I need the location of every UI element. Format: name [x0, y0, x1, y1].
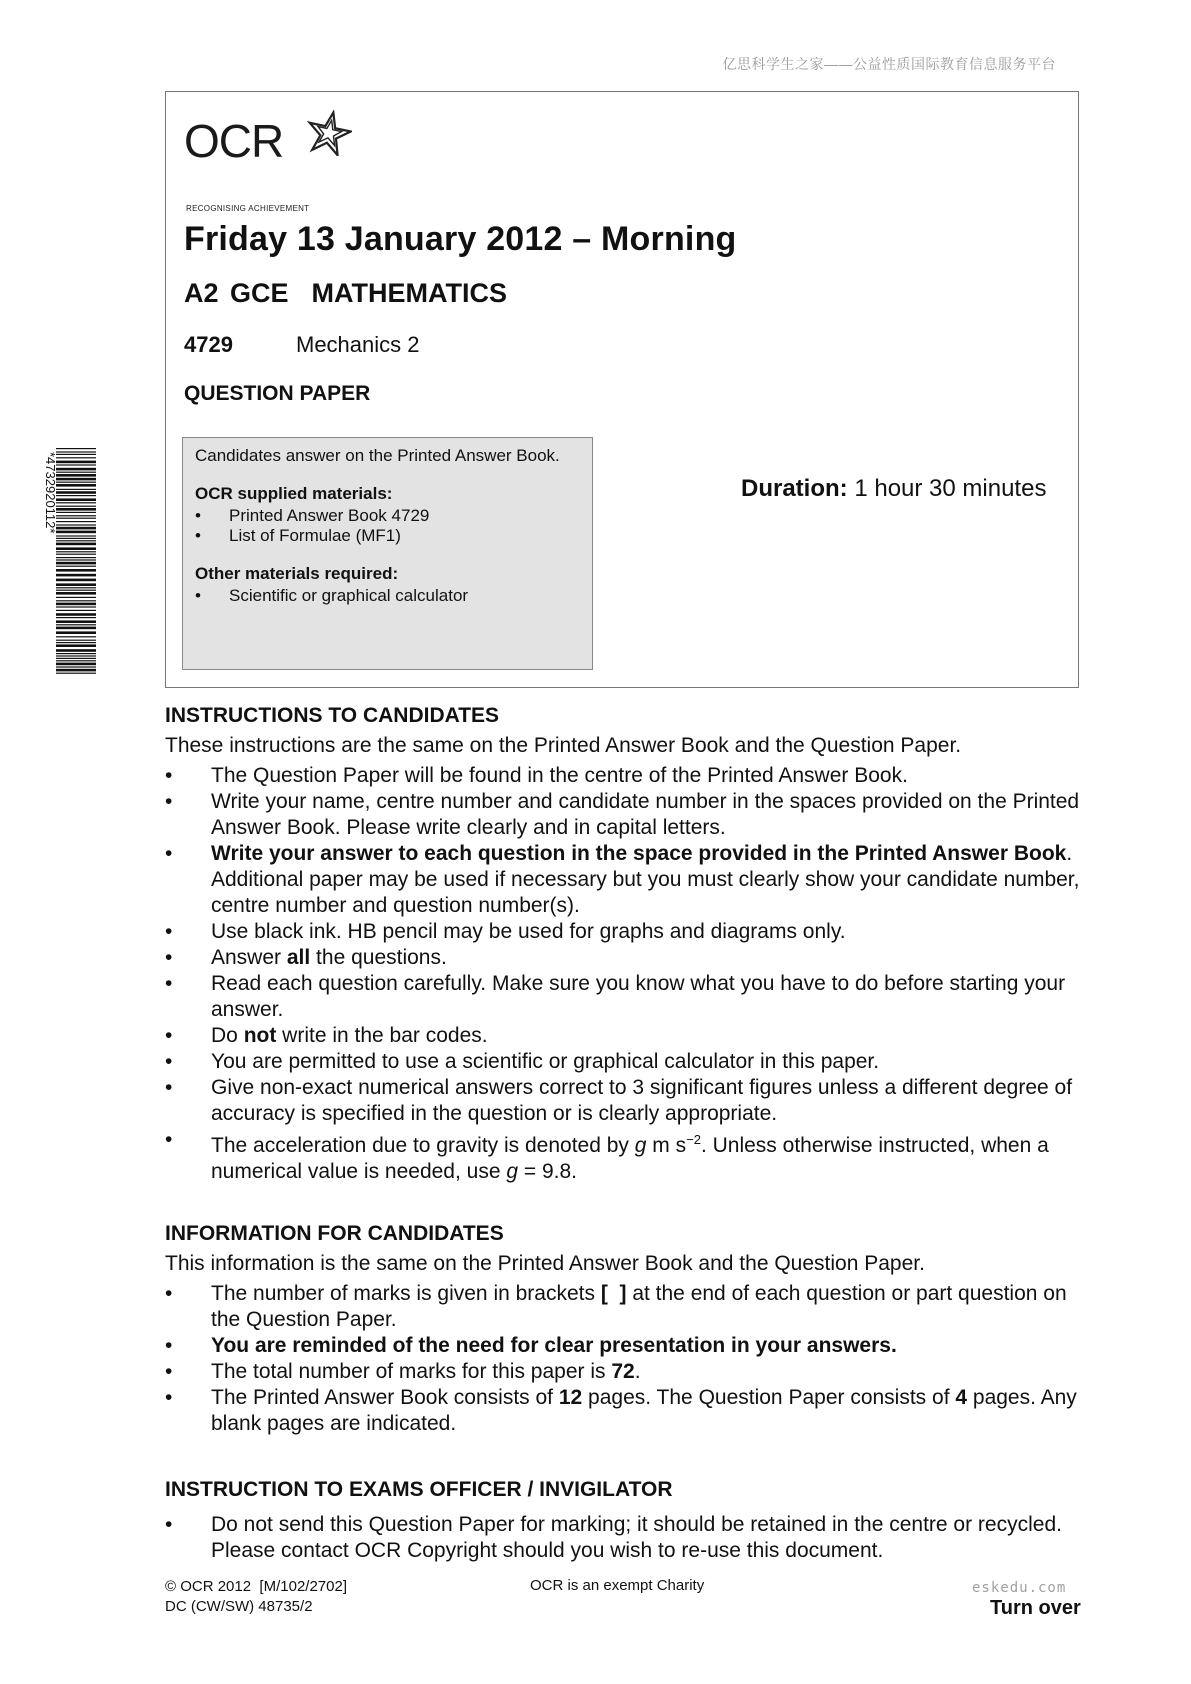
- bold-text: Write your answer to each question in the space provided in the Printed Answer Book: [211, 842, 1067, 865]
- barcode: [36, 448, 96, 676]
- information-intro: This information is the same on the Printed Answer Book and the Question Paper.: [165, 1252, 925, 1275]
- text: pages. The Question Paper consists of: [582, 1386, 956, 1409]
- barcode-bar: [56, 600, 96, 601]
- barcode-bar: [56, 597, 96, 598]
- barcode-bar: [56, 624, 96, 625]
- barcode-bar: [56, 474, 96, 477]
- bold-text: not: [243, 1024, 277, 1047]
- top-watermark: 亿思科学生之家——公益性质国际教育信息服务平台: [722, 56, 1056, 72]
- bold-text: 12: [558, 1386, 583, 1409]
- information-heading: INFORMATION FOR CANDIDATES: [165, 1222, 504, 1245]
- list-item: [165, 1127, 1085, 1185]
- barcode-bar: [56, 518, 96, 519]
- instructions-heading: INSTRUCTIONS TO CANDIDATES: [165, 704, 500, 727]
- list-item: • You are permitted to use a scientific or graphical calculator in this paper.: [165, 1049, 1085, 1075]
- barcode-bar: [56, 660, 96, 661]
- supplied-materials-list: [195, 506, 580, 546]
- barcode-bar: [56, 461, 96, 464]
- list-item: • Do not send this Question Paper for marking; it should be retained in the centre or recycled. Please contact OCR Copyright should you wish to re-use this document.: [165, 1512, 1085, 1564]
- italic-g: g: [506, 1160, 519, 1183]
- barcode-bar: [56, 587, 96, 588]
- barcode-bar: [56, 502, 96, 503]
- barcode-bar: [56, 551, 96, 552]
- materials-intro: Candidates answer on the Printed Answer Book.: [195, 446, 560, 465]
- barcode-bar: [56, 658, 96, 659]
- barcode-bar: [56, 524, 96, 525]
- copyright-text: © OCR 2012 [M/102/2702]: [165, 1578, 347, 1595]
- barcode-bar: [56, 540, 96, 541]
- italic-g: g: [634, 1134, 647, 1157]
- duration-value: 1 hour 30 minutes: [854, 475, 1047, 502]
- list-item: [165, 1333, 1085, 1359]
- footer-watermark: eskedu.com: [972, 1580, 1067, 1596]
- barcode-bar: [56, 543, 96, 546]
- barcode-bar: [56, 562, 96, 565]
- unit-code: 4729: [184, 332, 233, 357]
- barcode-bar: [56, 538, 96, 539]
- list-item: • The Question Paper will be found in the centre of the Printed Answer Book.: [165, 763, 1085, 789]
- text: The number of marks is given in brackets: [211, 1282, 601, 1305]
- barcode-bar: [56, 508, 96, 511]
- barcode-bar: [56, 631, 96, 634]
- text: . Unless otherwise instructed, when a numerical value is needed, use: [211, 1134, 1049, 1183]
- barcode-bar: [56, 583, 96, 586]
- barcode-bar: [56, 606, 96, 607]
- barcode-bar: [56, 491, 96, 494]
- paper-type: QUESTION PAPER: [184, 382, 371, 405]
- barcode-bar: [56, 468, 96, 471]
- barcode-bar: [56, 579, 96, 582]
- barcode-bar: [56, 673, 96, 674]
- barcode-bar: [56, 610, 96, 611]
- list-item: • Scientific or graphical calculator: [195, 586, 580, 606]
- turn-over-label: Turn over: [990, 1597, 1081, 1619]
- text: .: [634, 1360, 641, 1383]
- barcode-bar: [56, 574, 96, 577]
- barcode-bar: [56, 566, 96, 567]
- barcode-bar: [56, 506, 96, 507]
- exams-officer-section: [165, 1478, 1085, 1564]
- charity-text: OCR is an exempt Charity: [530, 1577, 705, 1594]
- instructions-intro: These instructions are the same on the Printed Answer Book and the Question Paper.: [165, 734, 962, 757]
- barcode-bar: [56, 489, 96, 490]
- bold-text: 4: [955, 1386, 968, 1409]
- barcode-bar: [56, 515, 96, 516]
- barcode-bar: [56, 636, 96, 637]
- barcode-bar: [56, 627, 96, 630]
- barcode-bar: [56, 613, 96, 616]
- supplied-materials-heading: OCR supplied materials:: [195, 484, 393, 503]
- logo-text: OCR: [184, 115, 284, 167]
- barcode-bar: [56, 478, 96, 481]
- list-item: • Read each question carefully. Make sure you know what you have to do before starting your answer.: [165, 971, 1085, 1023]
- barcode-bar: [56, 554, 96, 555]
- materials-box: [182, 437, 593, 670]
- list-item: • Write your name, centre number and candidate number in the spaces provided on the Printed Answer Book. Please write clearly and in capital letters.: [165, 789, 1085, 841]
- barcode-bar: [56, 655, 96, 656]
- barcode-bar: [56, 592, 96, 595]
- barcode-bar: [56, 642, 96, 643]
- ocr-logo: [184, 115, 354, 213]
- text: Do: [211, 1024, 244, 1047]
- bold-text: 72: [611, 1360, 635, 1383]
- information-list: [165, 1281, 1085, 1437]
- bold-text: all: [286, 946, 311, 969]
- text: The acceleration due to gravity is denoted by: [211, 1134, 635, 1157]
- qualification-title: A2 GCE MATHEMATICS: [184, 278, 508, 308]
- barcode-bar: [56, 451, 96, 452]
- exam-date-title: Friday 13 January 2012 – Morning: [184, 220, 737, 258]
- list-item: • List of Formulae (MF1): [195, 526, 580, 546]
- barcode-bar: [56, 649, 96, 652]
- logo-tagline: RECOGNISING ACHIEVEMENT: [186, 204, 310, 213]
- barcode-bar: [56, 448, 96, 449]
- list-item: [165, 1359, 1085, 1385]
- barcode-bar: [56, 547, 96, 550]
- superscript: −2: [686, 1132, 701, 1147]
- text: pages. Any blank pages are indicated.: [211, 1386, 1077, 1435]
- duration-label: Duration:: [741, 475, 848, 502]
- barcode-text: *4732920112*: [43, 452, 58, 534]
- text: The Printed Answer Book consists of: [211, 1386, 559, 1409]
- barcode-bar: [56, 512, 96, 513]
- barcode-bar: [56, 644, 96, 647]
- list-item: [165, 841, 1085, 919]
- text: write in the bar codes.: [276, 1024, 488, 1047]
- unit-name: Mechanics 2: [296, 332, 420, 357]
- barcode-bar: [56, 663, 96, 666]
- barcode-bar: [56, 653, 96, 654]
- barcode-bar: [56, 482, 96, 483]
- barcode-bar: [56, 454, 96, 455]
- barcode-bar: [56, 640, 96, 641]
- bold-text: You are reminded of the need for clear presentation in your answers.: [211, 1334, 897, 1357]
- text: The total number of marks for this paper is: [211, 1360, 612, 1383]
- list-item: • Printed Answer Book 4729: [195, 506, 580, 526]
- list-item: [165, 945, 1085, 971]
- barcode-bar: [56, 498, 96, 501]
- barcode-bar: [56, 527, 96, 530]
- list-item: [165, 1281, 1085, 1333]
- exams-officer-heading: INSTRUCTION TO EXAMS OFFICER / INVIGILATOR: [165, 1478, 673, 1501]
- barcode-bar: [56, 557, 96, 558]
- barcode-bar: [56, 472, 96, 473]
- barcode-bar: [56, 457, 96, 458]
- barcode-bar: [56, 495, 96, 496]
- exams-officer-list: [165, 1512, 1085, 1564]
- instructions-section: [165, 704, 1085, 1185]
- list-item: [165, 1385, 1085, 1437]
- text: . Additional paper may be used if necessary but you must clearly show your candidate number, centre number and question number(s).: [211, 842, 1080, 917]
- list-item: • Give non-exact numerical answers correct to 3 significant figures unless a different degree of accuracy is specified in the question or is clearly appropriate.: [165, 1075, 1085, 1127]
- barcode-bar: [56, 464, 96, 465]
- instructions-list: [165, 763, 1085, 1185]
- barcode-bar: [56, 521, 96, 522]
- other-materials-list: [195, 586, 580, 606]
- list-item: [165, 1023, 1085, 1049]
- text: Answer: [211, 946, 287, 969]
- other-materials-heading: Other materials required:: [195, 564, 399, 583]
- text: the questions.: [310, 946, 447, 969]
- text: at the end of each question or part question on the Question Paper.: [211, 1282, 1067, 1331]
- dc-code: DC (CW/SW) 48735/2: [165, 1598, 313, 1615]
- barcode-bar: [56, 484, 96, 487]
- footer-left: [165, 1577, 347, 1617]
- duration: [741, 475, 1046, 503]
- barcode-bar: [56, 617, 96, 618]
- barcode-bar: [56, 569, 96, 572]
- barcode-bar: [56, 603, 96, 606]
- barcode-bar: [56, 559, 96, 560]
- list-item: • Use black ink. HB pencil may be used for graphs and diagrams only.: [165, 919, 1085, 945]
- information-section: [165, 1222, 1085, 1437]
- cover-frame: [165, 91, 1079, 688]
- bold-text: [ ]: [600, 1282, 627, 1305]
- barcode-bar: [56, 531, 96, 534]
- barcode-bar: [56, 590, 96, 591]
- barcode-bar: [56, 620, 96, 623]
- barcode-bar: [56, 666, 96, 667]
- barcode-bar: [56, 669, 96, 672]
- star-icon: [306, 110, 352, 156]
- barcode-bar: [56, 535, 96, 536]
- text: m s: [646, 1134, 687, 1157]
- text: = 9.8.: [518, 1160, 577, 1183]
